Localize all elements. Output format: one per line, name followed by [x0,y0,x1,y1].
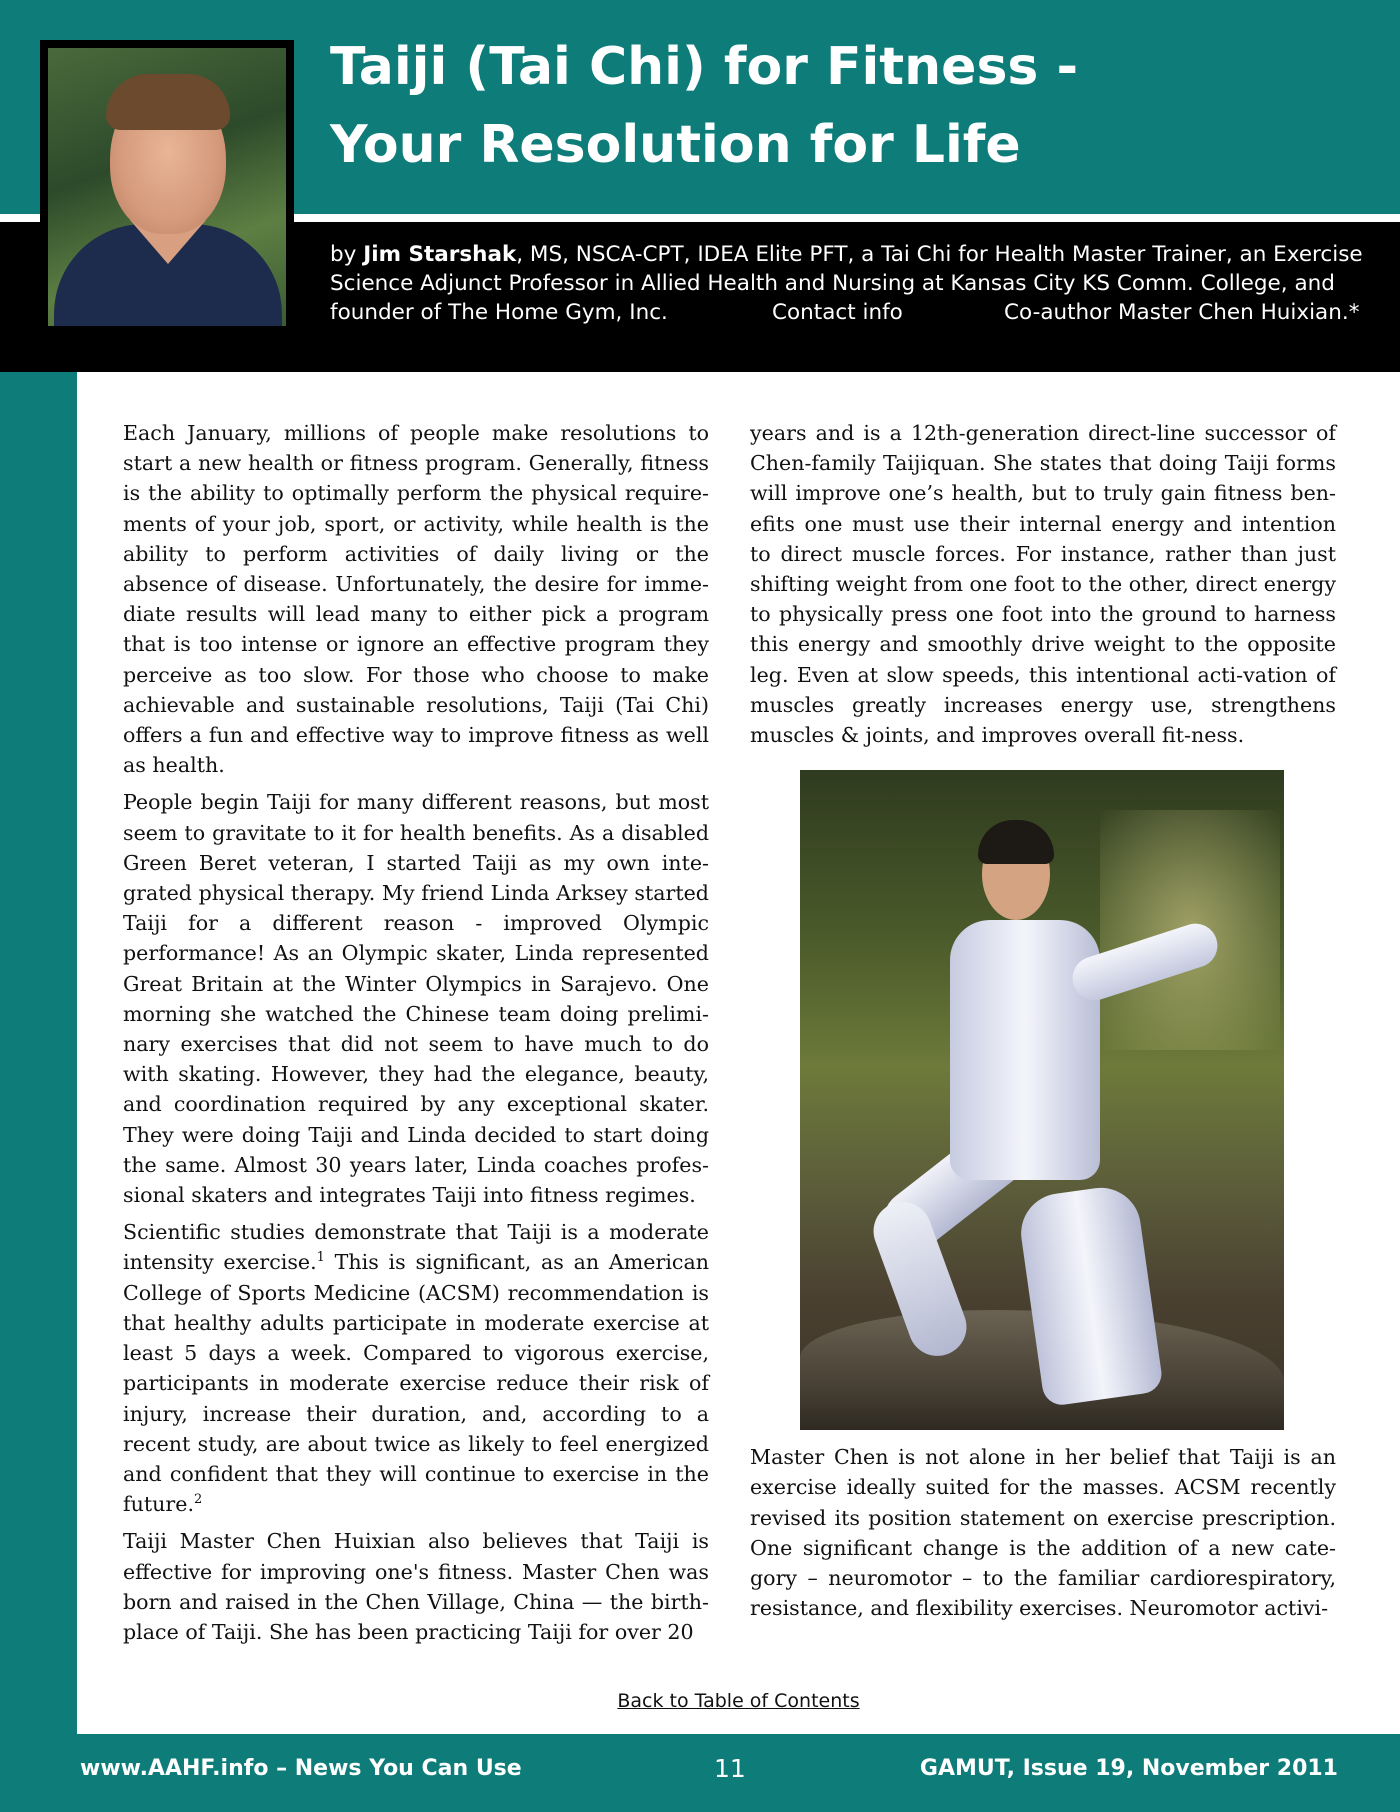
page-footer [0,1734,1400,1812]
title-line-2: Your Resolution for Life [330,115,1021,175]
byline-line-2: Science Adjunct Professor in Allied Health and Nursing at Kansas City KS Comm. College, and [330,271,1335,296]
footer-website: www.AAHF.info – News You Can Use [80,1756,522,1781]
paragraph-acsm: Master Chen is not alone in her belief that Taiji is an exercise ideally suited for the masses. ACSM recently revised its position statement on exercise prescription. One significant change is the addition of a new cate-gory – neuromotor – to the familiar cardiorespiratory, resistance, and flexibility exercises. Neuromotor activi- [750,1445,1336,1621]
contact-info-link[interactable]: Contact info [772,300,903,325]
author-photo [40,40,294,334]
byline-company: founder of The Home Gym, Inc. [330,300,668,325]
paragraph-master-chen: Taiji Master Chen Huixian also believes that Taiji is effective for improving one's fitness. Master Chen was born and raised in the Chen Village, China — the birth-place of Taiji. She has been practicing Taiji for over 20 [123,1529,709,1644]
page-number: 11 [714,1754,746,1783]
byline-by: by [330,242,364,267]
coauthor-credit: Co-author Master Chen Huixian.* [1004,300,1360,325]
right-column [750,418,1336,1630]
paragraph-continuation: years and is a 12th-generation direct-line successor of Chen-family Taijiquan. She states that doing Taiji forms will improve one’s health, but to truly gain fitness ben-efits one must use their internal energy and intention to direct muscle forces. For instance, rather than just shifting weight from one foot to the other, direct energy to physically press one foot into the ground to harness this energy and smoothly drive weight to the opposite leg. Even at slow speeds, this intentional acti-vation of muscles greatly increases energy use, strengthens muscles & joints, and improves overall fit-ness. [750,421,1336,748]
byline-credentials: , MS, NSCA-CPT, IDEA Elite PFT, a Tai Chi for Health Master Trainer, an Exercise [516,242,1363,267]
author-portrait-image [48,48,286,326]
back-to-toc-link[interactable]: Back to Table of Contents [617,1690,860,1712]
paragraph-studies [123,1217,709,1519]
photo-hair [978,820,1054,864]
article-content [77,372,1400,1734]
left-column [123,418,709,1654]
article-title [330,28,1090,184]
footer-issue: GAMUT, Issue 19, November 2011 [919,1756,1338,1781]
byline-line-3 [330,298,1370,327]
paragraph-intro: Each January, millions of people make resolutions to start a new health or fitness program. Generally, fitness is the ability to optimally perform the physical require-ments of your job, sport, or activity, while health is the ability to perform activities of daily living or the absence of disease. Unfortunately, the desire for imme-diate results will lead many to either pick a program that is too intense or ignore an effective program they perceive as too slow. For those who choose to make achievable and sustainable resolutions, Taiji (Tai Chi) offers a fun and effective way to improve fitness as well as health. [123,421,709,778]
byline-line-1 [330,240,1370,269]
studies-text-b: This is significant, as an American College of Sports Medicine (ACSM) recommendation is that healthy adults participate in moderate exercise at least 5 days a week. Compared to vigorous exercise, participants in moderate exercise reduce their risk of injury, increase their duration, and, according to a recent study, are about twice as likely to feel energized and confident that they will continue to exercise in the future. [123,1250,709,1517]
paragraph-reasons: People begin Taiji for many different reasons, but most seem to gravitate to it for health benefits. As a disabled Green Beret veteran, I started Taiji as my own inte-grated physical therapy. My friend Linda Arksey started Taiji for a different reason - improved Olympic performance! As an Olympic skater, Linda represented Great Britain at the Winter Olympics in Sarajevo. One morning she watched the Chinese team doing prelimi-nary exercises that did not seem to have much to do with skating. However, they had the elegance, beauty, and coordination required by any exceptional skater. They were doing Taiji and Linda decided to start doing the same. Almost 30 years later, Linda coaches profes-sional skaters and integrates Taiji into fitness regimes. [123,790,709,1208]
footnote-ref-1[interactable]: 1 [316,1250,325,1266]
byline [330,240,1370,327]
footnote-ref-2[interactable]: 2 [194,1492,203,1508]
taiji-master-photo [800,770,1284,1430]
author-name: Jim Starshak [363,242,517,267]
title-line-1: Taiji (Tai Chi) for Fitness - [330,37,1079,97]
portrait-hair [106,74,230,130]
photo-torso [950,920,1100,1180]
studies-text-a: Scientific studies demonstrate that Taiji is a moderate intensity exercise. [123,1220,709,1275]
